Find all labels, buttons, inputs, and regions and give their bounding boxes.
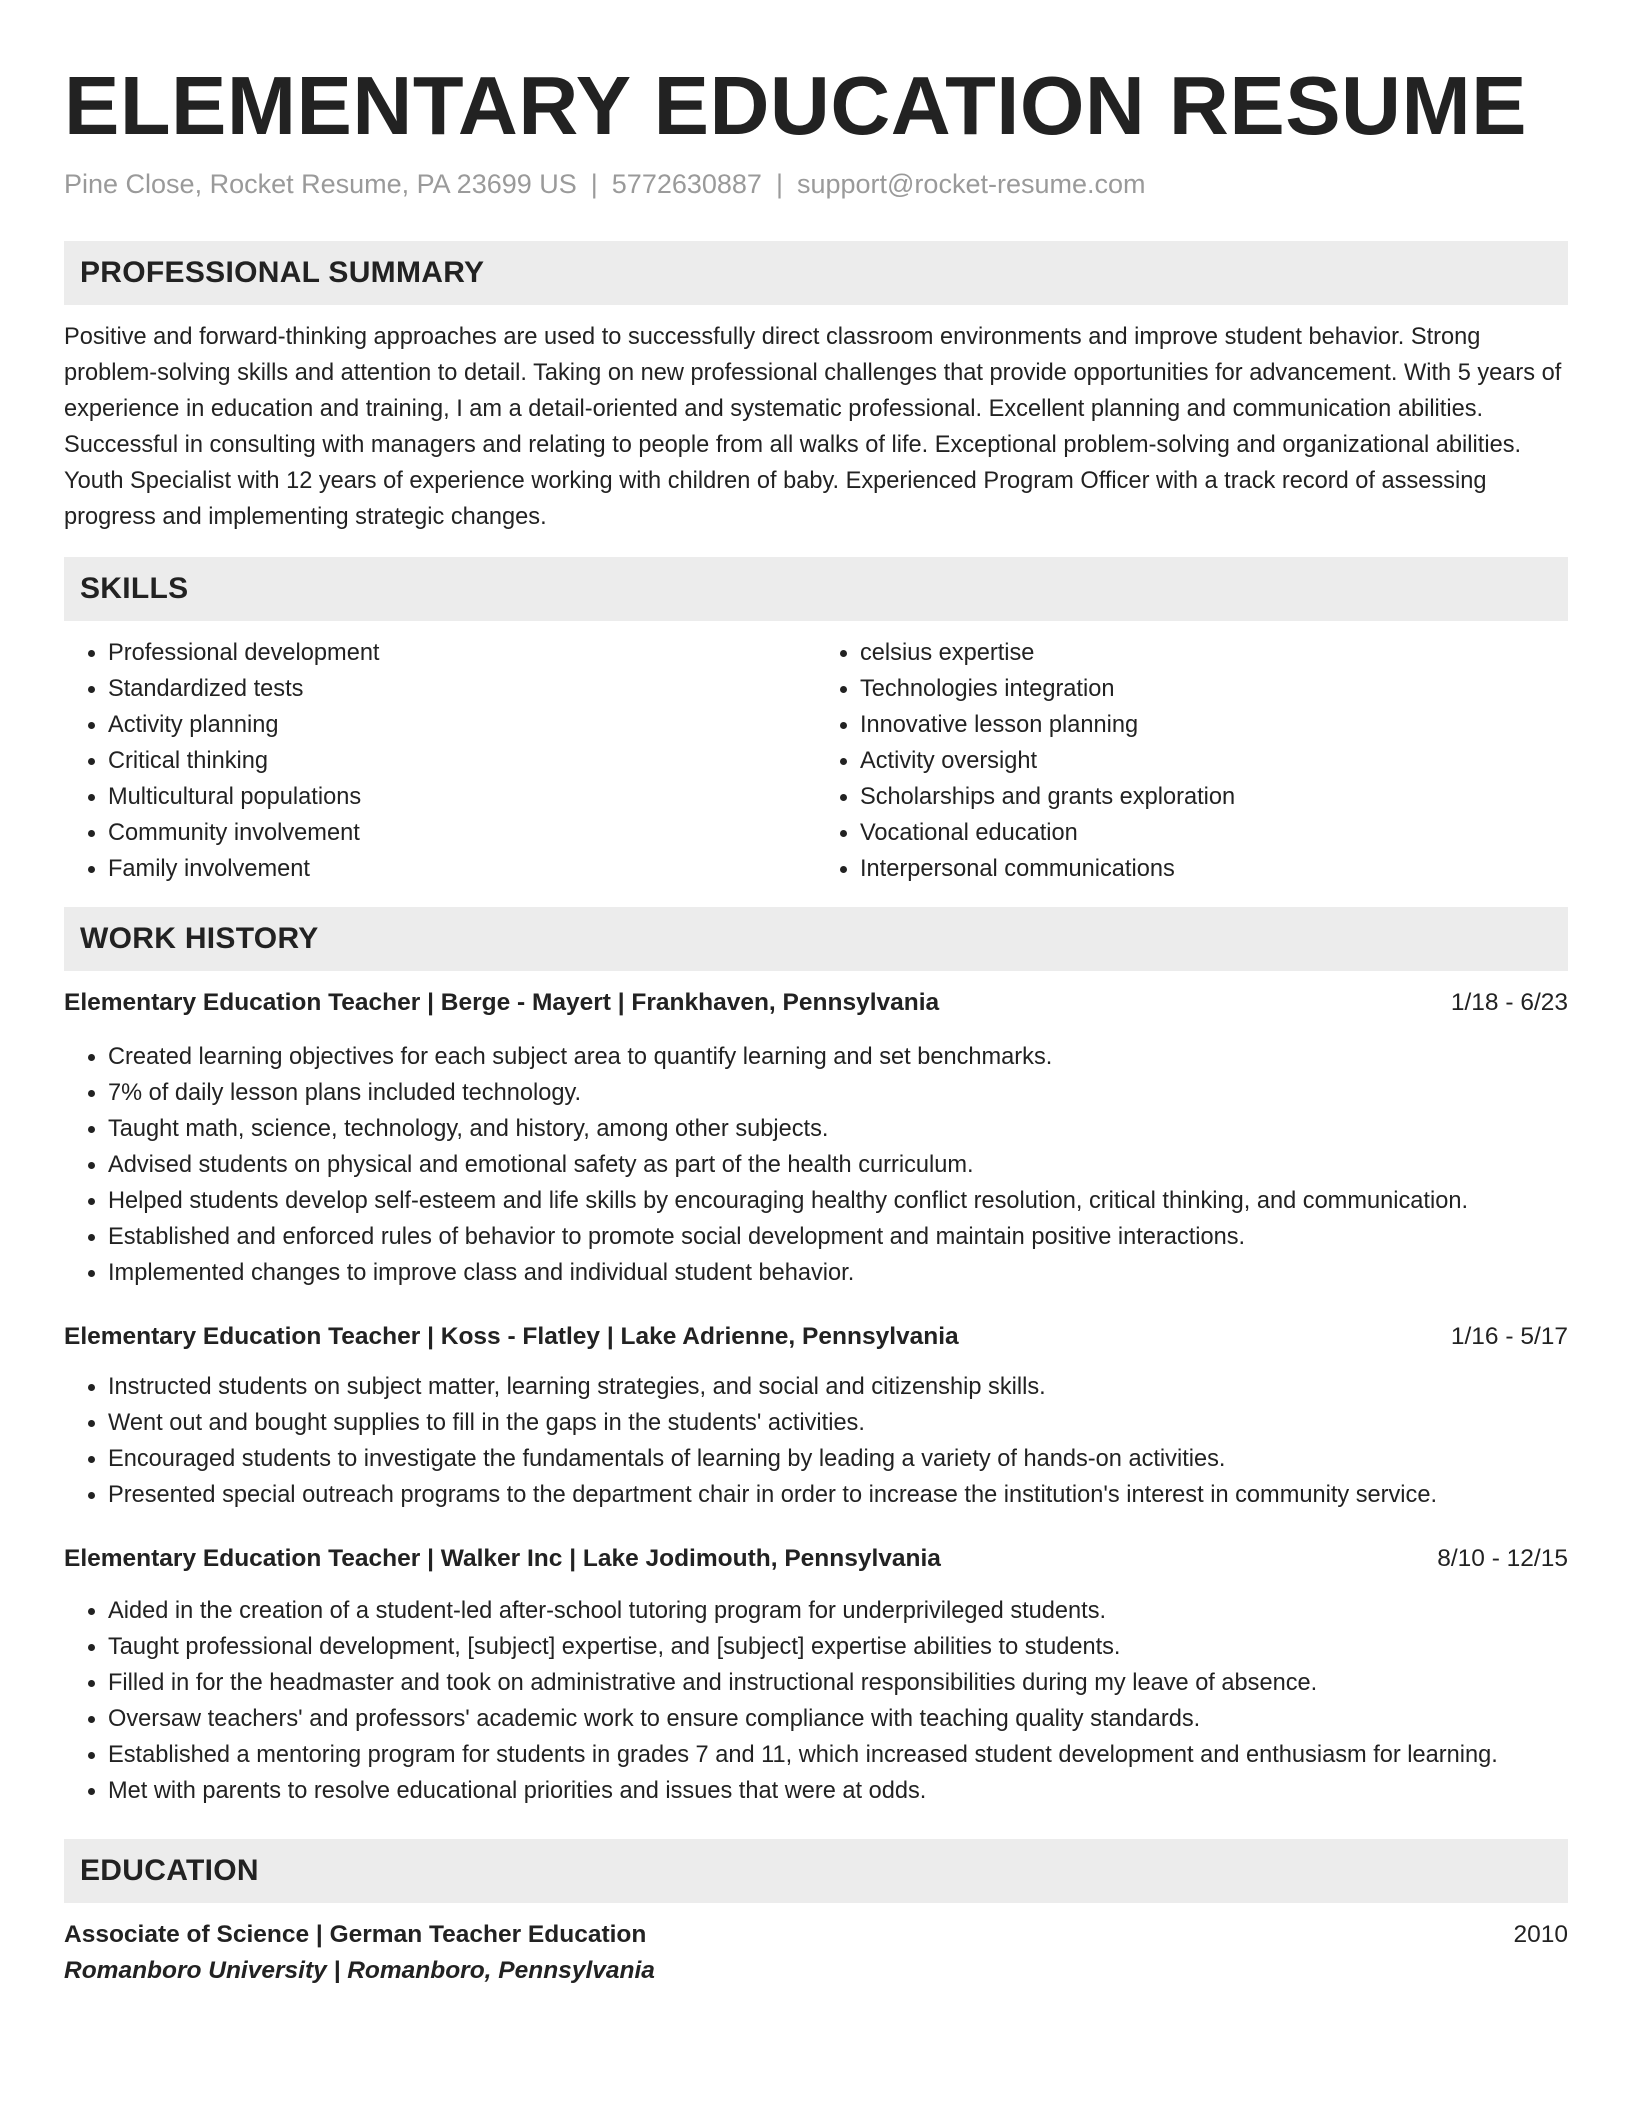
job-bullet: • Taught professional development, [subject] expertise, and [subject] expertise abilities to students. [108, 1629, 1568, 1665]
job-title: Elementary Education Teacher | Berge - Mayert | Frankhaven, Pennsylvania [64, 988, 940, 1016]
job-bullets [64, 1593, 1568, 1809]
job-bullet: • Presented special outreach programs to the department chair in order to increase the institution's interest in community service. [108, 1477, 1568, 1513]
job-title: Elementary Education Teacher | Walker Inc | Lake Jodimouth, Pennsylvania [64, 1544, 941, 1572]
job-title: Elementary Education Teacher | Koss - Flatley | Lake Adrienne, Pennsylvania [64, 1322, 959, 1350]
job-bullet: • Established and enforced rules of behavior to promote social development and maintain positive interactions. [108, 1219, 1568, 1255]
skill-item: • Innovative lesson planning [860, 707, 1568, 743]
contact-email: support@rocket-resume.com [796, 169, 1146, 200]
contact-address: Pine Close, Rocket Resume, PA 23699 US [64, 169, 577, 200]
job-bullet: • Went out and bought supplies to fill in the gaps in the students' activities. [108, 1405, 1568, 1441]
summary-heading: PROFESSIONAL SUMMARY [64, 241, 1568, 305]
contact-phone: 5772630887 [611, 169, 762, 200]
job-dates: 8/10 - 12/15 [1437, 1544, 1568, 1572]
skills-list-left [64, 635, 816, 887]
job-header [64, 985, 1568, 1021]
job-header [64, 1541, 1568, 1577]
job-bullet: • 7% of daily lesson plans included technology. [108, 1075, 1568, 1111]
skill-item: • Interpersonal communications [860, 851, 1568, 887]
skills-heading: SKILLS [64, 557, 1568, 621]
skill-item: • Critical thinking [108, 743, 816, 779]
skills-grid [64, 635, 1568, 887]
job-bullet: • Instructed students on subject matter, learning strategies, and social and citizenship skills. [108, 1369, 1568, 1405]
job-entry [64, 1541, 1568, 1809]
job-bullet: • Established a mentoring program for students in grades 7 and 11, which increased student development and enthusiasm for learning. [108, 1737, 1568, 1773]
job-bullet: • Created learning objectives for each subject area to quantify learning and set benchmarks. [108, 1039, 1568, 1075]
skill-item: • Family involvement [108, 851, 816, 887]
skill-item: • Professional development [108, 635, 816, 671]
skill-item: • Vocational education [860, 815, 1568, 851]
job-bullet: • Advised students on physical and emotional safety as part of the health curriculum. [108, 1147, 1568, 1183]
job-bullet: • Oversaw teachers' and professors' academic work to ensure compliance with teaching quality standards. [108, 1701, 1568, 1737]
skill-item: • celsius expertise [860, 635, 1568, 671]
job-bullets [64, 1039, 1568, 1291]
skill-item: • Activity oversight [860, 743, 1568, 779]
education-year: 2010 [1513, 1920, 1568, 1948]
education-entry [64, 1917, 1568, 1989]
job-bullets [64, 1369, 1568, 1513]
job-bullet: • Implemented changes to improve class and individual student behavior. [108, 1255, 1568, 1291]
job-header [64, 1319, 1568, 1355]
contact-separator: | [775, 169, 783, 200]
skill-item: • Community involvement [108, 815, 816, 851]
skill-item: • Technologies integration [860, 671, 1568, 707]
skills-list-right [816, 635, 1568, 887]
job-bullet: • Helped students develop self-esteem and life skills by encouraging healthy conflict resolution, critical thinking, and communication. [108, 1183, 1568, 1219]
job-entry [64, 1319, 1568, 1513]
education-degree: Associate of Science | German Teacher Education [64, 1920, 647, 1948]
job-bullet: • Taught math, science, technology, and history, among other subjects. [108, 1111, 1568, 1147]
education-school: Romanboro University | Romanboro, Pennsylvania [64, 1956, 655, 1984]
skill-item: • Scholarships and grants exploration [860, 779, 1568, 815]
job-bullet: • Met with parents to resolve educational priorities and issues that were at odds. [108, 1773, 1568, 1809]
education-header [64, 1917, 1568, 1953]
skill-item: • Standardized tests [108, 671, 816, 707]
skill-item: • Activity planning [108, 707, 816, 743]
work-heading: WORK HISTORY [64, 907, 1568, 971]
job-entry [64, 985, 1568, 1291]
job-dates: 1/16 - 5/17 [1450, 1322, 1568, 1350]
job-bullet: • Filled in for the headmaster and took on administrative and instructional responsibilities during my leave of absence. [108, 1665, 1568, 1701]
education-heading: EDUCATION [64, 1839, 1568, 1903]
job-bullet: • Encouraged students to investigate the fundamentals of learning by leading a variety of hands-on activities. [108, 1441, 1568, 1477]
summary-text: Positive and forward-thinking approaches are used to successfully direct classroom environments and improve student behavior. Strong problem-solving skills and attention to detail. Taking on new professional challenges that provide opportunities for advancement. With 5 years of experience in education and training, I am a detail-oriented and systematic professional. Excellent planning and communication abilities. Successful in consulting with managers and relating to people from all walks of life. Exceptional problem-solving and organizational abilities. Youth Specialist with 12 years of experience working with children of baby. Experienced Program Officer with a track record of assessing progress and implementing strategic changes. [64, 323, 1562, 530]
job-bullet: • Aided in the creation of a student-led after-school tutoring program for underprivileged students. [108, 1593, 1568, 1629]
contact-line [64, 167, 1568, 202]
resume-title: ELEMENTARY EDUCATION RESUME [64, 59, 1528, 152]
contact-separator: | [590, 169, 598, 200]
skill-item: • Multicultural populations [108, 779, 816, 815]
job-dates: 1/18 - 6/23 [1450, 988, 1568, 1016]
